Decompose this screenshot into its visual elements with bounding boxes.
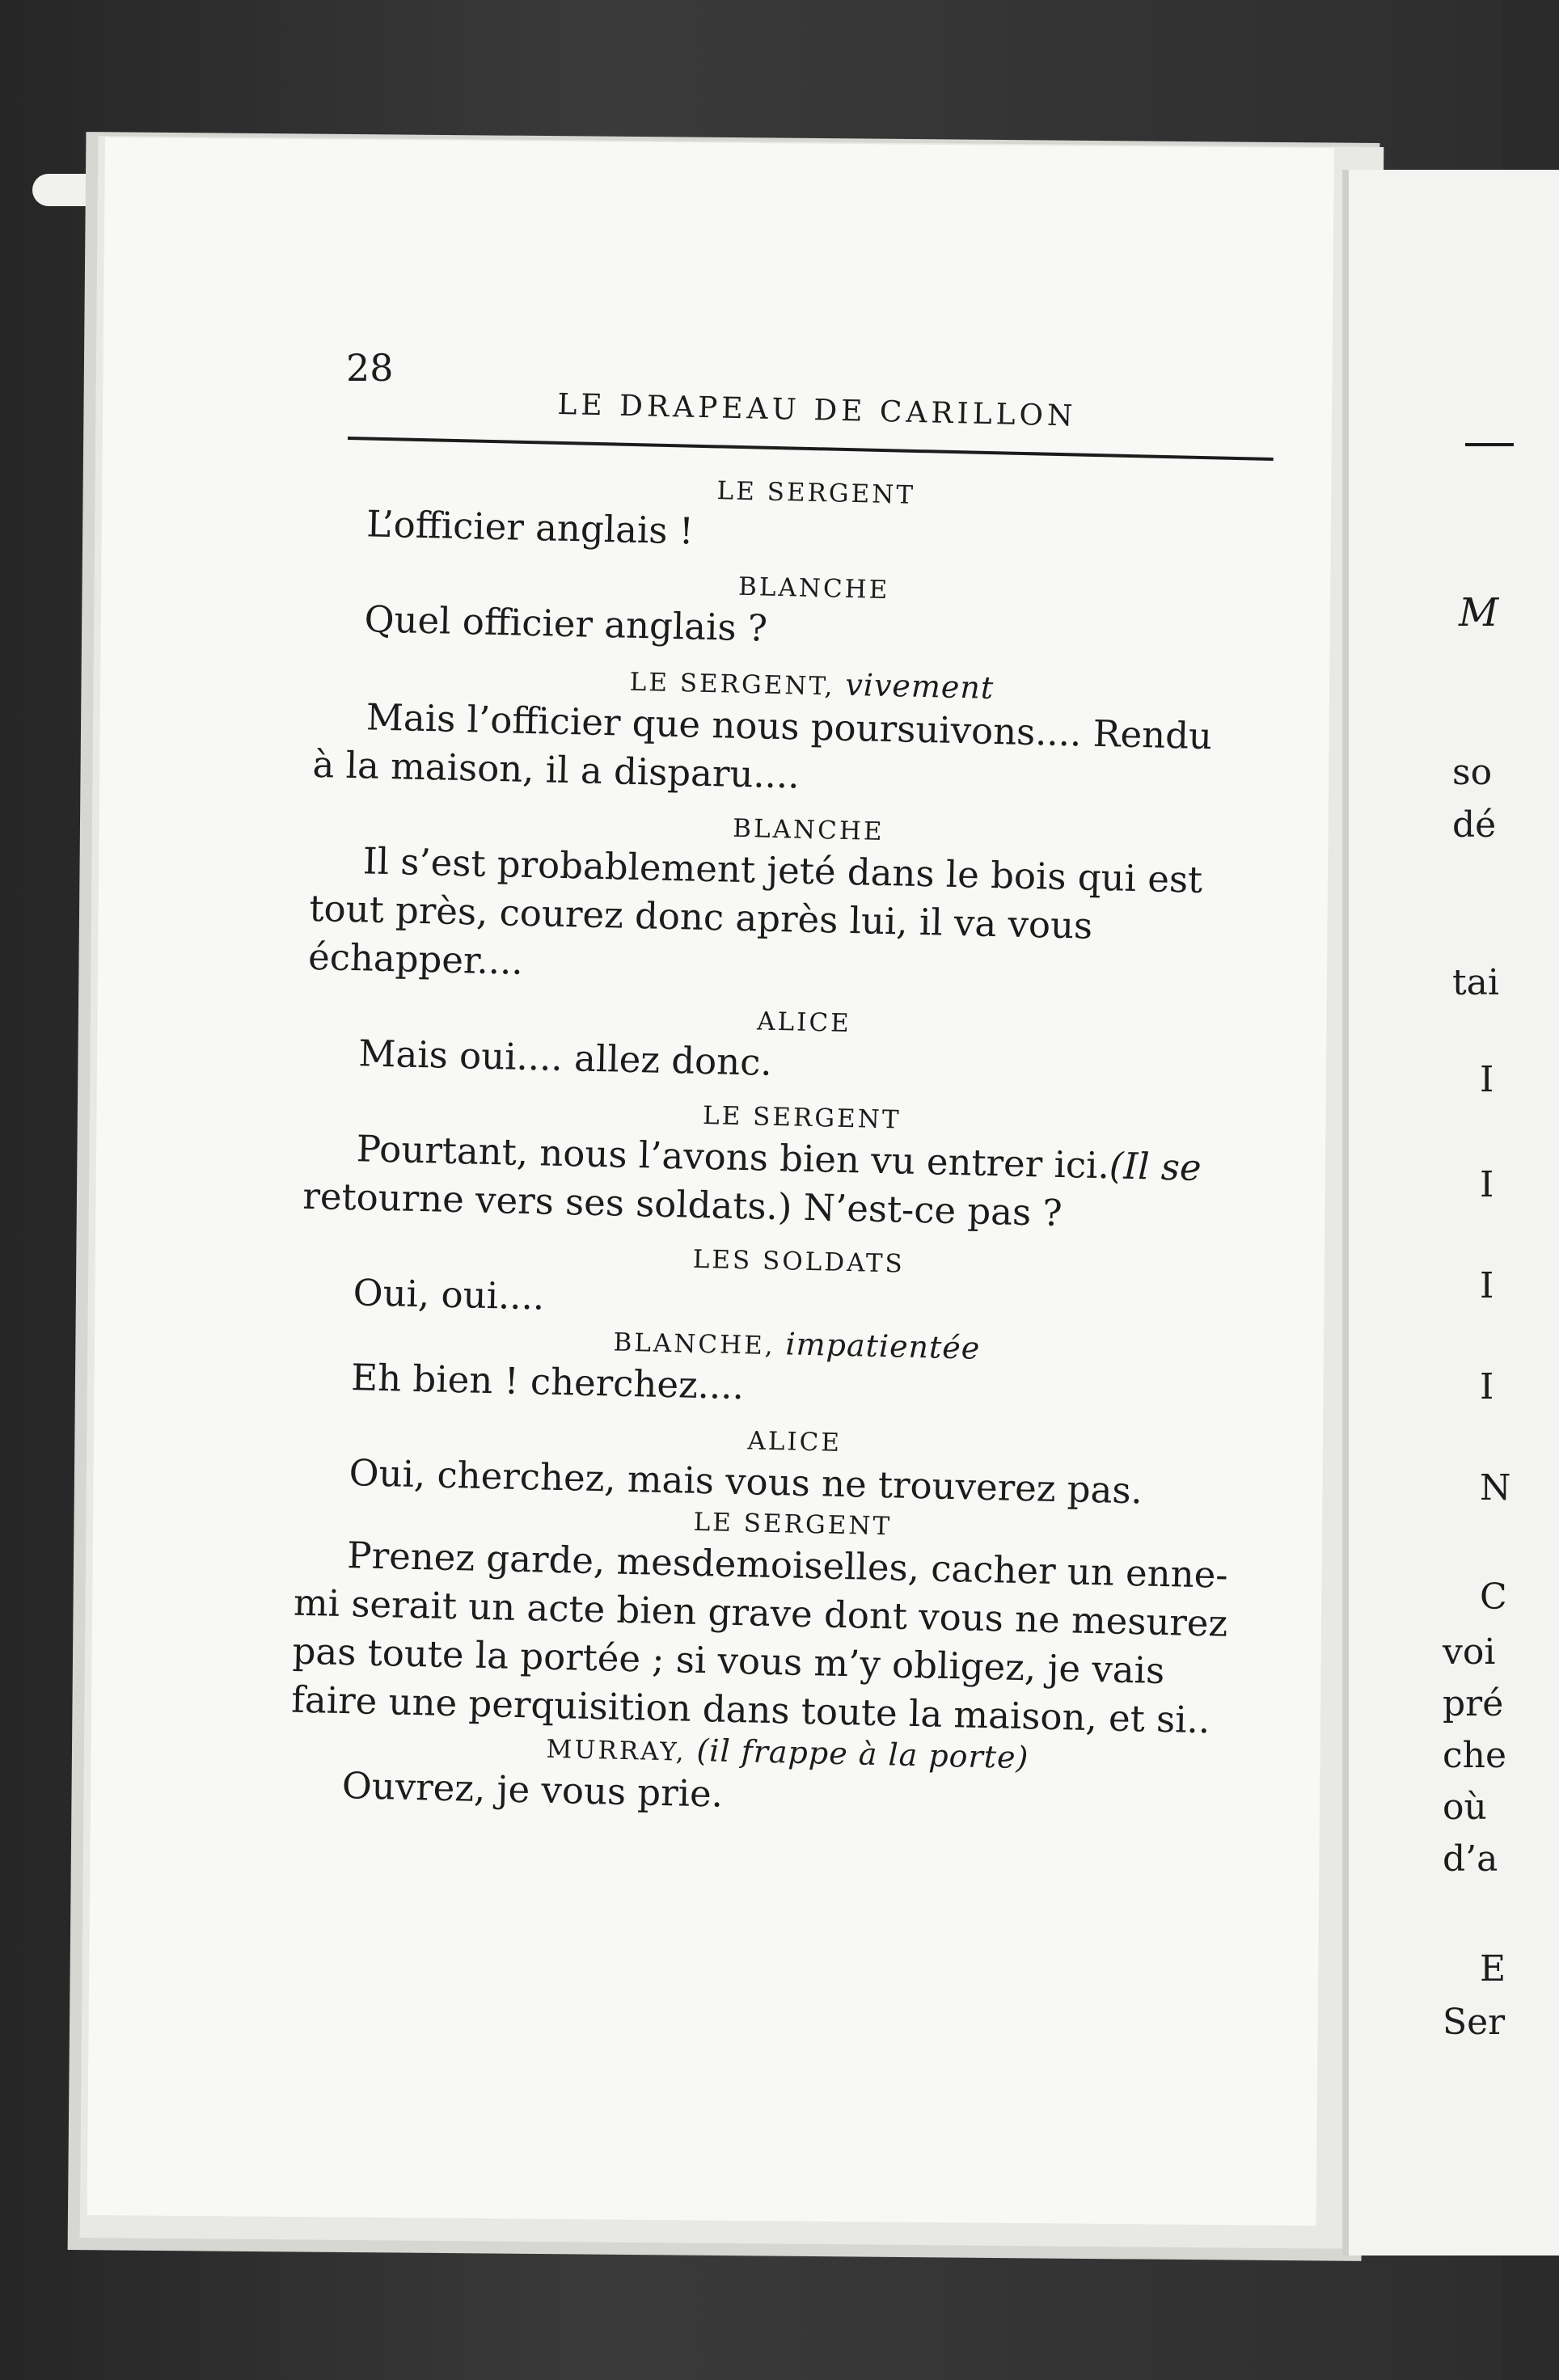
fragment: pré — [1443, 1683, 1504, 1724]
speech-line: tout près, courez donc après lui, il va vous — [308, 886, 1093, 947]
fragment: M — [1459, 590, 1499, 635]
speaker-heading: MURRAY, (il frappe à la porte) — [546, 1732, 1029, 1776]
fragment: I — [1480, 1366, 1494, 1407]
fragment: so — [1452, 752, 1493, 793]
speech-line: faire une perquisition dans toute la maison, et si.. — [290, 1677, 1210, 1742]
speech-line: retourne vers ses soldats.) N’est-ce pas ? — [302, 1174, 1063, 1235]
fragment: où — [1443, 1787, 1487, 1828]
speaker-heading: ALICE — [756, 1006, 852, 1039]
fragment: Ser — [1443, 2002, 1506, 2043]
fragment: N — [1480, 1467, 1511, 1509]
play-text — [289, 465, 1281, 1831]
speaker-heading: LE SERGENT — [716, 476, 916, 510]
speech-line: pas toute la portée ; si vous m’y obligez, je vais — [292, 1629, 1165, 1693]
header-rule — [348, 437, 1274, 461]
speech-line: Oui, oui.... — [353, 1271, 545, 1319]
speaker-heading: BLANCHE — [737, 572, 890, 606]
speech-line: Mais l’officier que nous poursuivons.... Rendu — [365, 695, 1213, 758]
fragment: d’a — [1443, 1838, 1498, 1880]
speaker-heading: LES SOLDATS — [692, 1244, 906, 1279]
fragment: C — [1480, 1576, 1507, 1618]
speech-line: Prenez garde, mesdemoiselles, cacher un enne- — [346, 1534, 1229, 1597]
speech-line: à la maison, il a disparu.... — [311, 742, 801, 797]
fragment: I — [1480, 1059, 1494, 1100]
fragment: tai — [1452, 962, 1499, 1003]
running-head: LE DRAPEAU DE CARILLON — [557, 388, 1078, 433]
speaker-heading: LE SERGENT — [693, 1507, 893, 1542]
speech-line: Oui, cherchez, mais vous ne trouverez pas. — [349, 1451, 1143, 1513]
speech-line: Eh bien ! cherchez.... — [350, 1356, 745, 1408]
fragment: dé — [1452, 804, 1497, 846]
speech-line: Quel officier anglais ? — [364, 597, 768, 650]
speech-line: Il s’est probablement jeté dans le bois qui est — [362, 839, 1203, 901]
speech-line: Pourtant, nous l’avons bien vu entrer ici.(Il se — [356, 1127, 1202, 1189]
speech-line: Ouvrez, je vous prie. — [341, 1764, 724, 1816]
fragment: I — [1480, 1164, 1494, 1205]
speaker-heading: BLANCHE, impatientée — [613, 1326, 981, 1366]
speech-line: mi serait un acte bien grave dont vous ne mesurez — [293, 1580, 1228, 1645]
speech-line: L’officier anglais ! — [365, 502, 695, 553]
inline-stage-direction: (Il se — [1109, 1144, 1202, 1189]
speaker-heading: ALICE — [747, 1426, 843, 1458]
speaker-heading: LE SERGENT, vivement — [629, 666, 995, 706]
fragment: che — [1443, 1735, 1507, 1776]
speech-line: échapper.... — [307, 935, 524, 983]
stage-direction: vivement — [844, 666, 995, 706]
speaker-heading: LE SERGENT — [702, 1100, 902, 1135]
speech-line: Mais oui.... allez donc. — [357, 1032, 773, 1084]
speaker-heading: BLANCHE — [732, 813, 885, 846]
fragment: E — [1480, 1948, 1506, 1990]
page-number: 28 — [346, 346, 394, 390]
stage-direction: impatientée — [785, 1326, 981, 1366]
right-page-rule — [1465, 443, 1514, 446]
fragment: voi — [1443, 1631, 1496, 1673]
stage-direction: (il frappe à la porte) — [696, 1732, 1029, 1776]
fragment: I — [1480, 1265, 1494, 1306]
